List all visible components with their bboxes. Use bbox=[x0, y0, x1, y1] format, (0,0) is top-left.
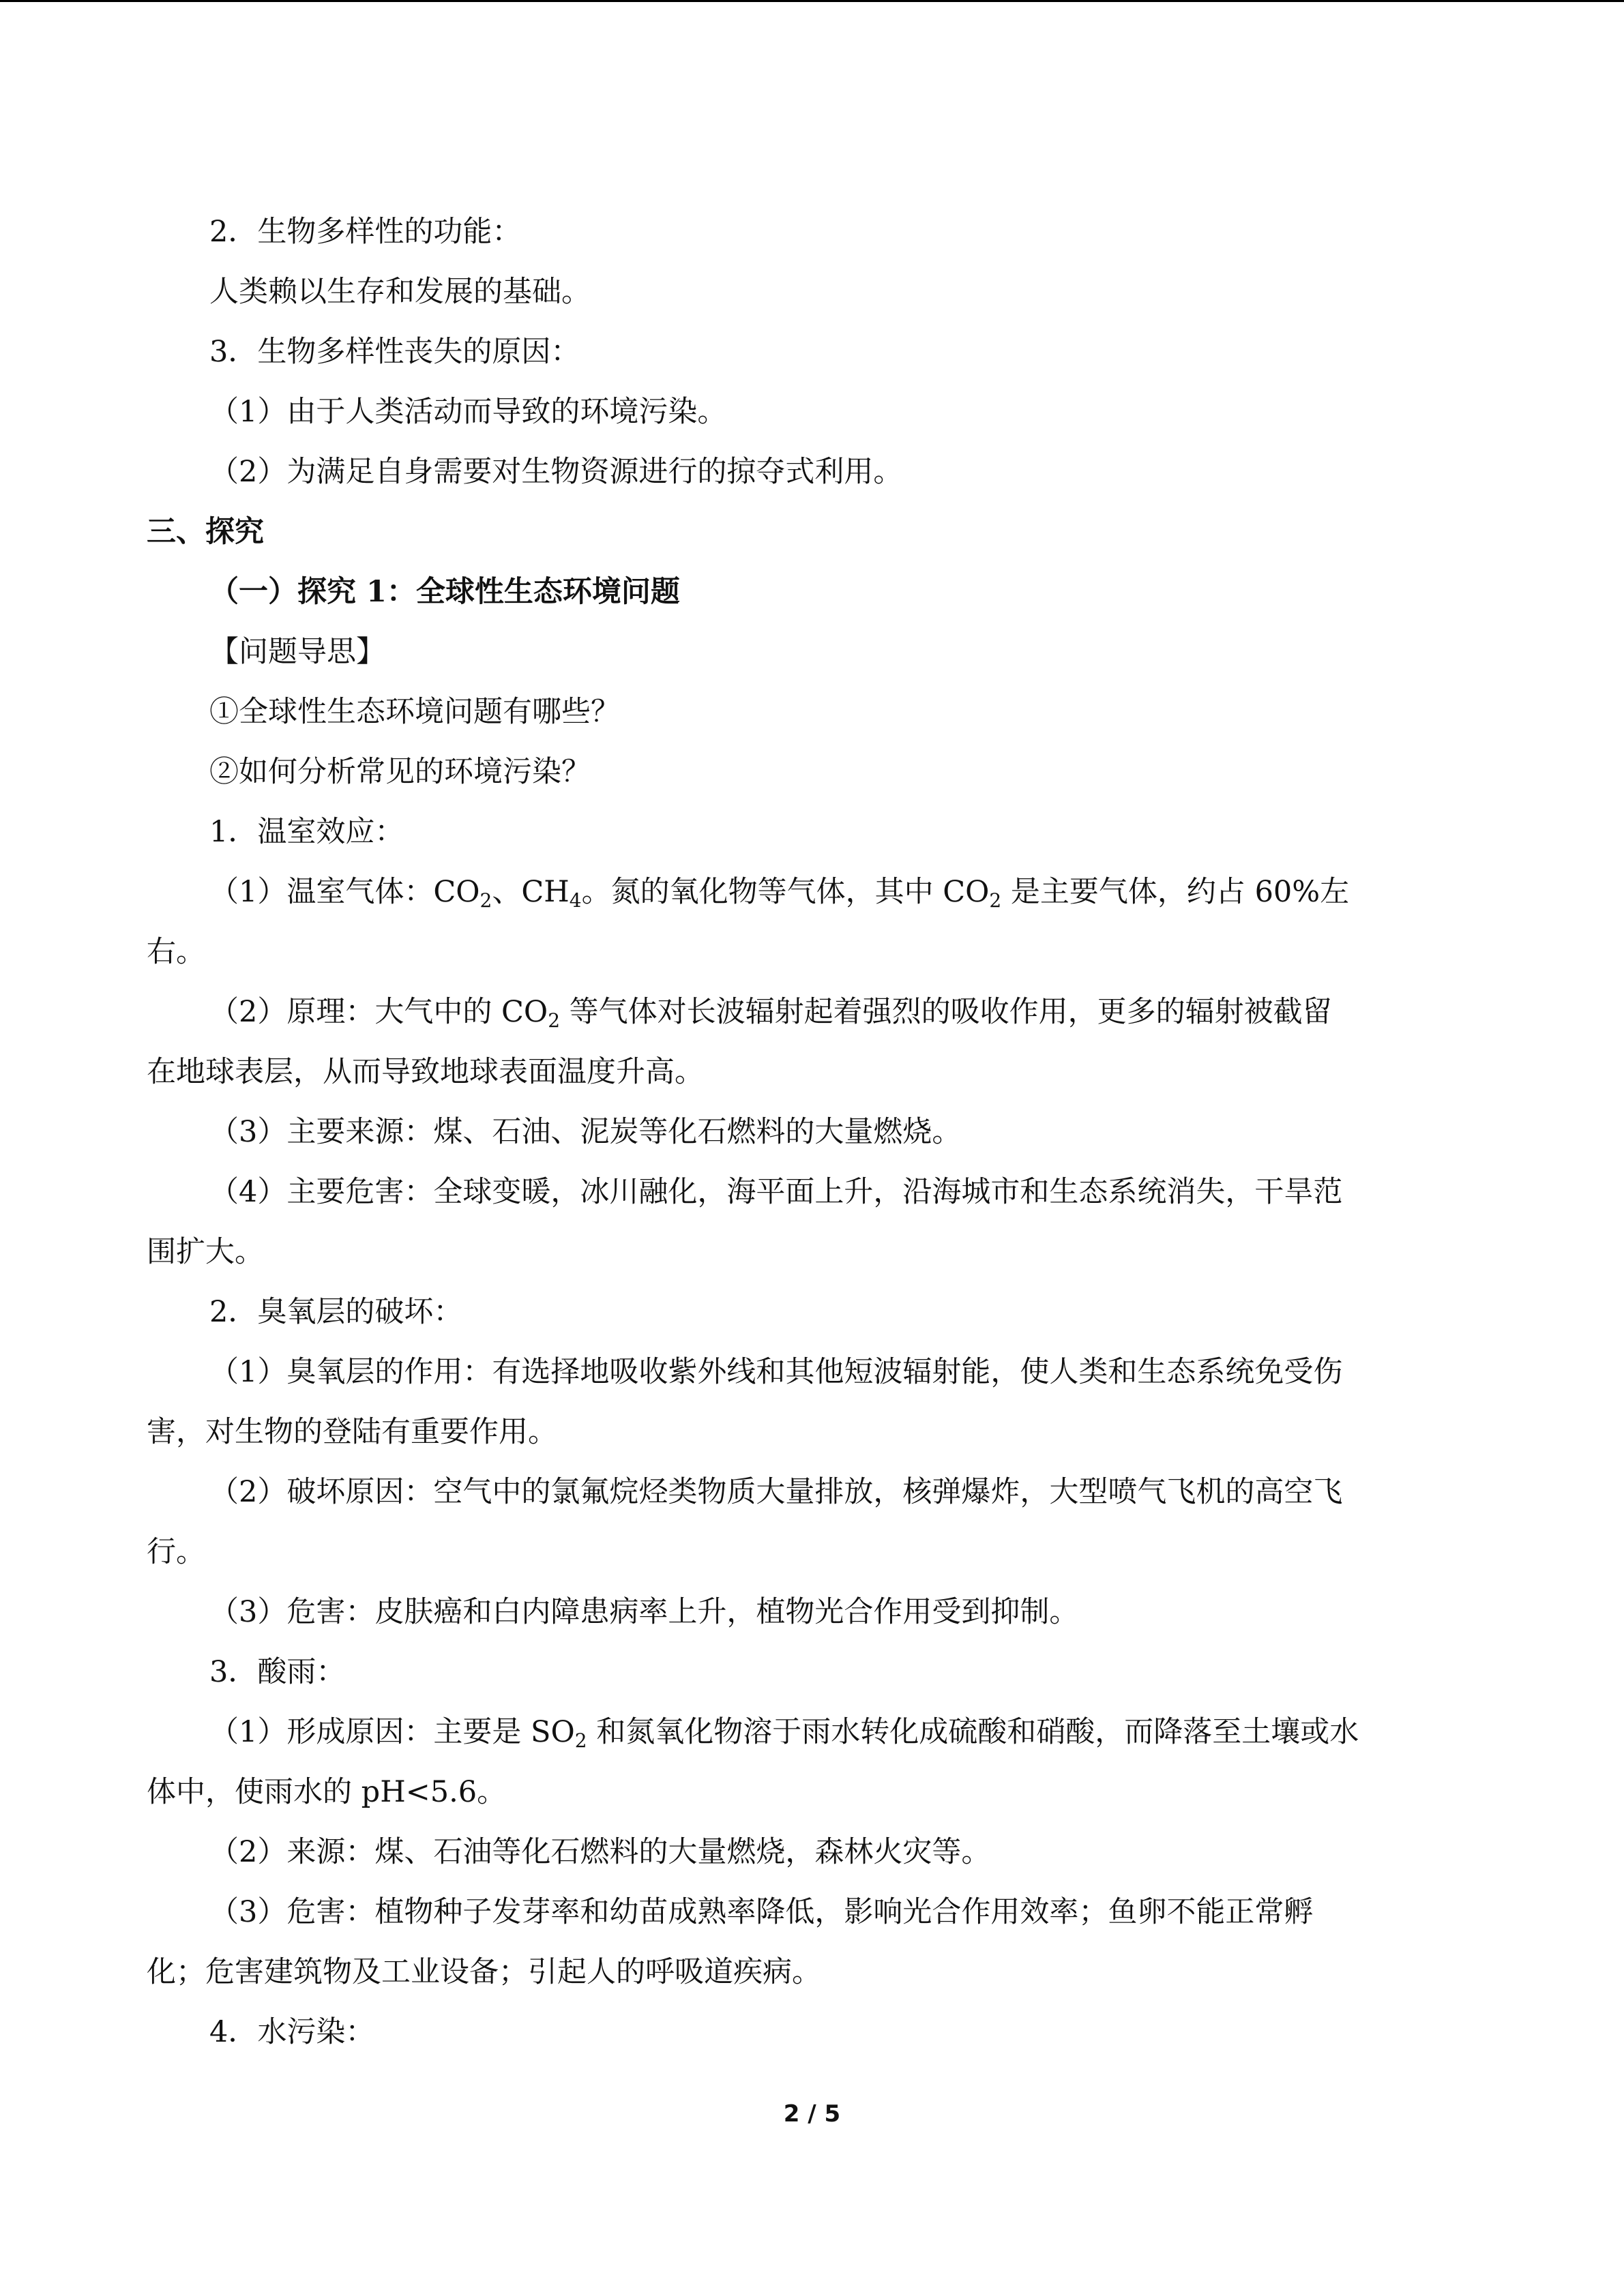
paragraph-continuation: 体中，使雨水的 pH<5.6。 bbox=[147, 1775, 507, 1809]
paragraph-continuation: 右。 bbox=[147, 935, 205, 969]
paragraph: （3）主要来源：煤、石油、泥炭等化石燃料的大量燃烧。 bbox=[209, 1115, 962, 1149]
heading-water-pollution: 4．水污染： bbox=[209, 2015, 375, 2049]
paragraph-continuation: 在地球表层，从而导致地球表面温度升高。 bbox=[147, 1055, 704, 1089]
subsection-heading-explore-1: （一）探究 1：全球性生态环境问题 bbox=[209, 575, 680, 609]
question-item: ①全球性生态环境问题有哪些？ bbox=[209, 695, 620, 729]
page-number: 2 / 5 bbox=[783, 2100, 841, 2128]
paragraph-continuation: 行。 bbox=[147, 1535, 205, 1569]
paragraph: （3）危害：皮肤癌和白内障患病率上升，植物光合作用受到抑制。 bbox=[209, 1595, 1079, 1629]
heading-biodiversity-loss: 3．生物多样性丧失的原因： bbox=[209, 335, 580, 369]
paragraph: （1）臭氧层的作用：有选择地吸收紫外线和其他短波辐射能，使人类和生态系统免受伤 bbox=[209, 1355, 1343, 1389]
document-page bbox=[147, 202, 1477, 2062]
paragraph: （2）来源：煤、石油等化石燃料的大量燃烧，森林火灾等。 bbox=[209, 1835, 991, 1869]
paragraph: 人类赖以生存和发展的基础。 bbox=[209, 275, 591, 309]
paragraph: （2）破坏原因：空气中的氯氟烷烃类物质大量排放，核弹爆炸，大型喷气飞机的高空飞 bbox=[209, 1475, 1343, 1509]
heading-acid-rain: 3．酸雨： bbox=[209, 1655, 346, 1689]
top-border-line bbox=[0, 0, 1624, 2]
question-item: ②如何分析常见的环境污染？ bbox=[209, 755, 591, 789]
paragraph: （4）主要危害：全球变暖，冰川融化，海平面上升，沿海城市和生态系统消失，干旱范 bbox=[209, 1175, 1343, 1209]
paragraph-continuation: 化；危害建筑物及工业设备；引起人的呼吸道疾病。 bbox=[147, 1955, 821, 1989]
paragraph: （3）危害：植物种子发芽率和幼苗成熟率降低，影响光合作用效率；鱼卵不能正常孵 bbox=[209, 1895, 1314, 1929]
heading-biodiversity-function: 2．生物多样性的功能： bbox=[209, 215, 522, 249]
paragraph-principle: （2）原理：大气中的 $CO_2$ 等气体对长波辐射起着强烈的吸收作用，更多的辐射被截留 bbox=[209, 995, 1332, 1032]
heading-greenhouse-effect: 1．温室效应： bbox=[209, 815, 404, 849]
paragraph-greenhouse-gases: （1）温室气体：$CO_2$、$CH_4$。氮的氧化物等气体，其中 $CO_2$ 是主要气体，约占 60%左 bbox=[209, 875, 1350, 912]
paragraph-acid-rain-cause: （1）形成原因：主要是 $SO_2$ 和氮氧化物溶于雨水转化成硫酸和硝酸，而降落至土壤或水 bbox=[209, 1715, 1359, 1752]
paragraph: （2）为满足自身需要对生物资源进行的掠夺式利用。 bbox=[209, 455, 903, 489]
heading-ozone-layer: 2．臭氧层的破坏： bbox=[209, 1295, 463, 1329]
paragraph: （1）由于人类活动而导致的环境污染。 bbox=[209, 395, 727, 429]
paragraph-continuation: 害，对生物的登陆有重要作用。 bbox=[147, 1415, 557, 1449]
paragraph-continuation: 围扩大。 bbox=[147, 1235, 264, 1269]
question-guide-title: 【问题导思】 bbox=[209, 635, 385, 669]
section-heading-explore: 三、探究 bbox=[147, 515, 264, 549]
